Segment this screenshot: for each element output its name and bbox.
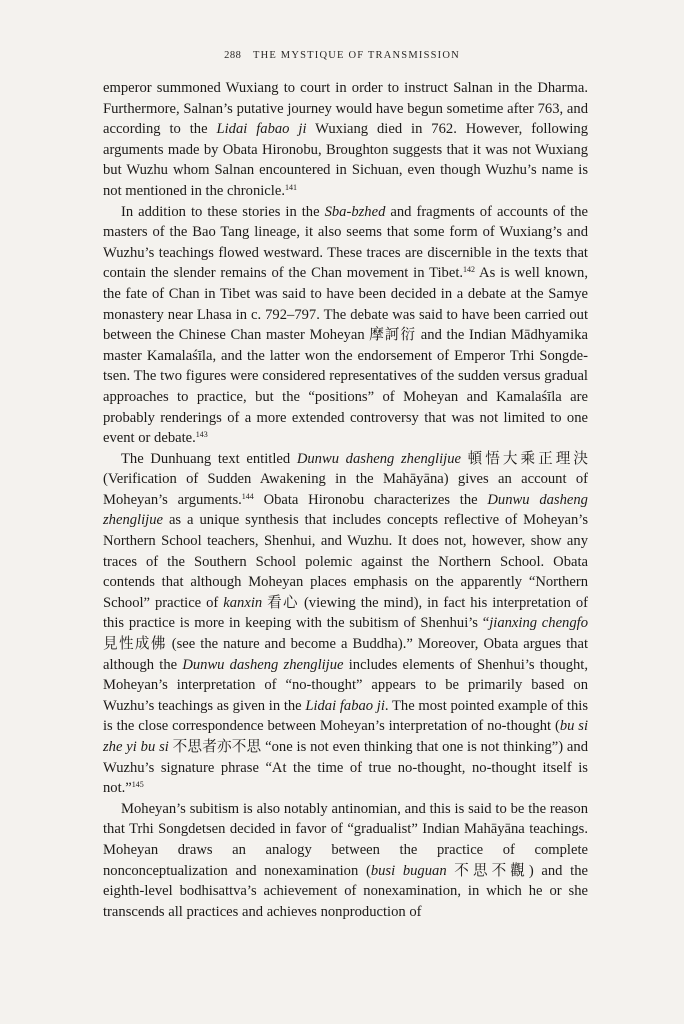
footnote-ref: 141 <box>284 182 297 192</box>
paragraph-4 <box>103 799 588 923</box>
italic-term: Dunwu dasheng zhenglijue <box>182 656 344 673</box>
italic-term: Lidai fabao ji <box>216 121 307 138</box>
text-run: . The most pointed example of this is the close correspondence between Moheyan’s interpretation of no-thought ( <box>103 697 589 735</box>
running-title: THE MYSTIQUE OF TRANSMISSION <box>252 50 460 61</box>
text-run: and fragments of accounts of the masters of the Bao Tang lineage, it also seems that some form of Wuxiang’s and Wuzhu’s teachings flowed westward. These traces are discernible in the texts that contain the slender remains of the Chan movement in Tibet. <box>103 203 588 282</box>
footnote-ref: 142 <box>463 265 476 275</box>
text-run: as a unique synthesis that includes concepts reflective of Moheyan’s Northern School teachers, Shenhui, and Wuzhu. It does not, however, show any traces of the Southern School polemic against the Northern School. Obata contends that although Moheyan places emphasis on the apparently “Northern School” practice of <box>103 512 588 611</box>
text-run: 看心 (viewing the mind), in fact his interpretation of this practice is more in keeping with the subitism of Shenhui’s “ <box>103 594 588 632</box>
text-run: The Dunhuang text entitled <box>121 450 297 467</box>
text-run: emperor summoned Wuxiang to court in order to instruct Salnan in the Dharma. Furthermore, Salnan’s putative journey would have begun sometime after 763, and according to the <box>103 80 588 138</box>
footnote-ref: 143 <box>195 430 208 440</box>
text-run: 不思者亦不思 “one is not even thinking that one is not thinking”) and Wuzhu’s signature phrase “At the time of true no-thought, no-thought itself is not.” <box>103 739 588 797</box>
italic-term: jianxing chengfo <box>489 615 588 632</box>
running-head <box>0 50 684 61</box>
text-run: includes elements of Shenhui’s thought, Moheyan’s interpretation of “no-thought” appears to be primarily based on Wuzhu’s teachings as given in the <box>103 656 588 714</box>
text-run: As is well known, the fate of Chan in Tibet was said to have been decided in a debate at the Samye monastery near Lhasa in c. 792–797. The debate was said to have been carried out between the Chinese Chan master Moheyan 摩訶衍 and the Indian Mādhyamika master Kamalaśīla, and the latter won the endorsement of Emperor Trhi Songdetsen. The two figures were considered representatives of the sudden versus gradual approaches to practice, but the “positions” of Moheyan and Kamalaśīla are probably renderings of a more extended controversy that was not limited to one event or debate. <box>103 265 589 447</box>
text-run: In addition to these stories in the <box>121 203 325 220</box>
italic-term: Sba-bzhed <box>324 203 386 220</box>
footnote-ref: 144 <box>241 491 254 501</box>
text-run: Wuxiang died in 762. However, following arguments made by Obata Hironobu, Broughton suggests that it was not Wuxiang but Wuzhu whom Salnan encountered in Sichuan, even though Wuzhu’s name is not mentioned in the chronicle. <box>103 121 588 199</box>
page-number: 288 <box>224 50 242 61</box>
body-text <box>103 78 588 922</box>
paragraph-3 <box>103 449 588 799</box>
italic-term: Lidai fabao ji <box>305 697 385 714</box>
footnote-ref: 145 <box>131 780 144 790</box>
italic-term: Dunwu dasheng zhenglijue <box>296 450 461 467</box>
text-run: 見性成佛 (see the nature and become a Buddha).” Moreover, Obata argues that although the <box>103 636 588 673</box>
text-run: Moheyan’s subitism is also notably antinomian, and this is said to be the reason that Trhi Songdetsen decided in favor of “gradualist” Indian Mahāyāna teachings. Moheyan draws an analogy between the practice of complete nonconceptualization and nonexamination ( <box>103 800 588 879</box>
italic-term: Dunwu dasheng zhenglijue <box>103 491 588 529</box>
text-run: 頓悟大乘正理決 (Verification of Sudden Awakening in the Mahāyāna) gives an account of Moheyan’s arguments. <box>103 450 588 508</box>
italic-term: bu si zhe yi bu si <box>103 718 588 755</box>
paragraph-1 <box>103 78 588 202</box>
italic-term: busi buguan <box>370 862 447 879</box>
paragraph-2 <box>103 202 588 449</box>
italic-term: kanxin <box>223 594 263 611</box>
text-run: 不思不觀) and the eighth-level bodhisattva’s achievement of nonexamination, in which he or she transcends all practices and achieves nonproduction of <box>103 862 588 920</box>
text-run: Obata Hironobu characterizes the <box>253 491 488 508</box>
